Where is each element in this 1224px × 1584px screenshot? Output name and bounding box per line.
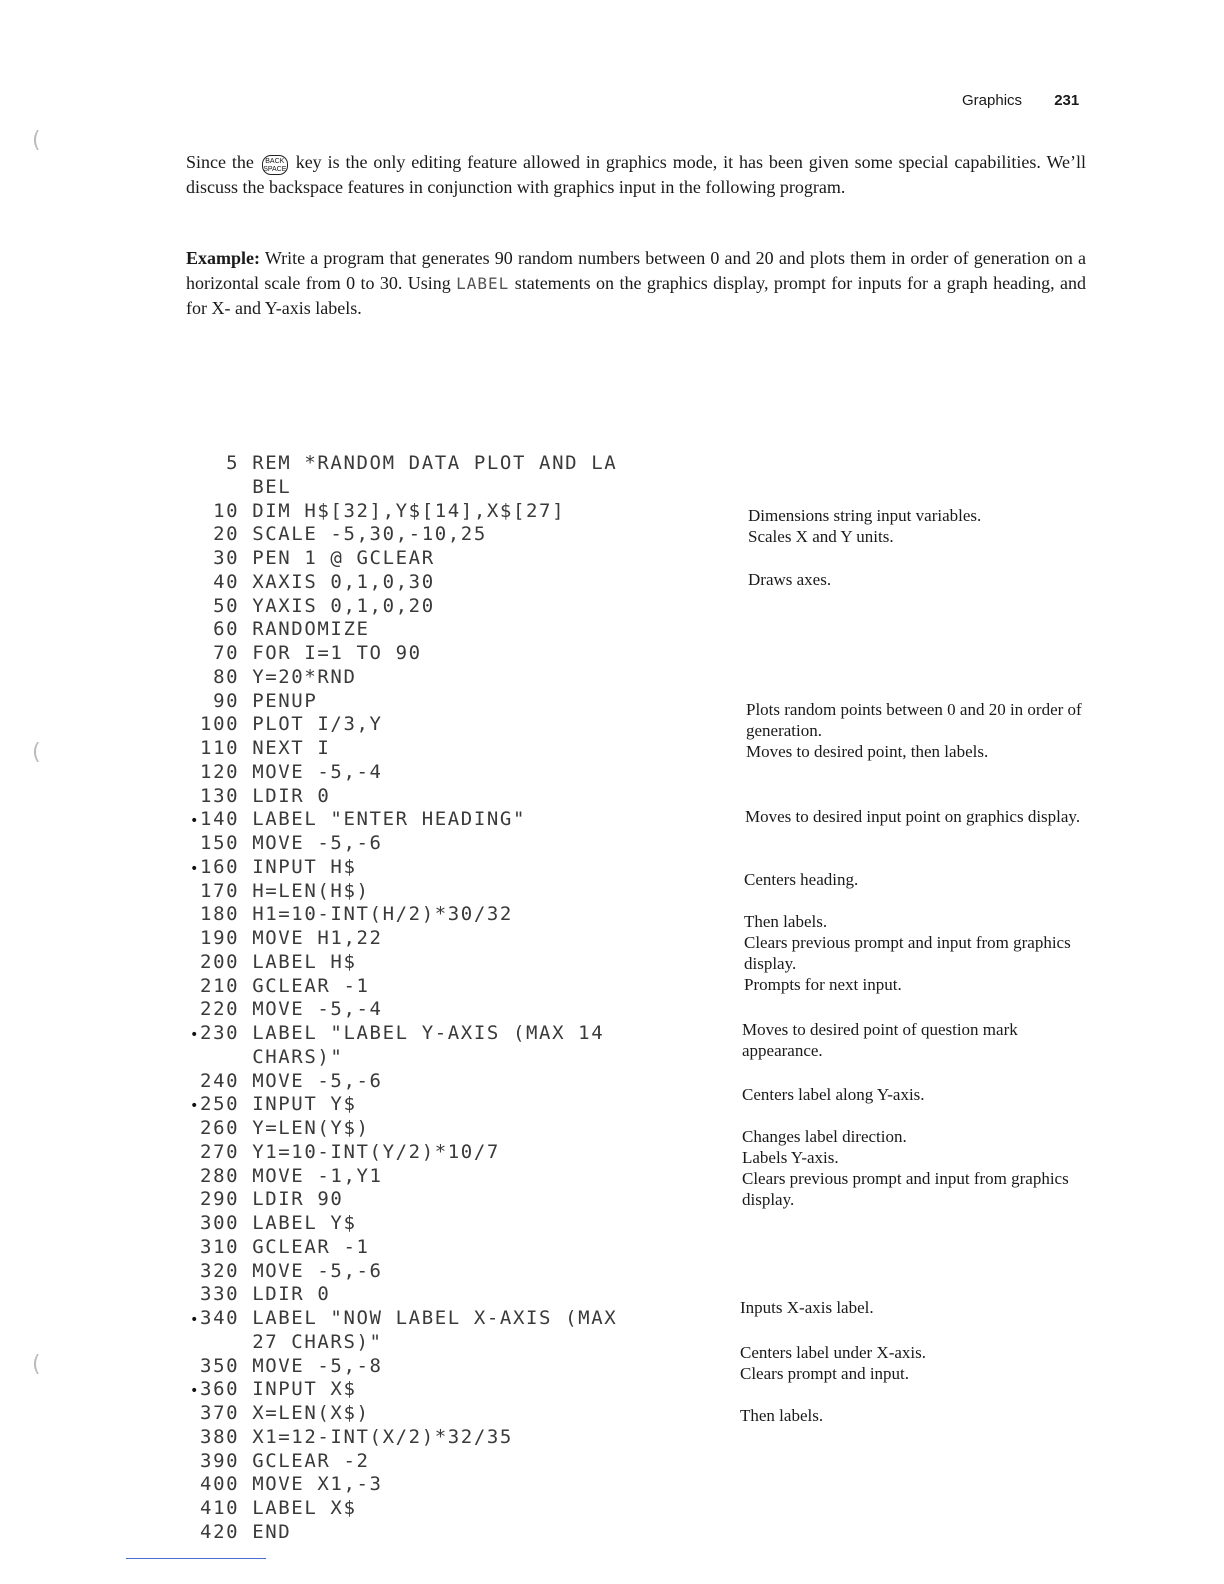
line-number: 50 [200, 594, 253, 617]
code-text: MOVE -5,-8 [252, 1354, 383, 1377]
line-number: 130 [200, 784, 253, 807]
line-number: 410 [200, 1497, 253, 1519]
line-number: 210 [200, 974, 253, 997]
line-number: 230 [200, 1022, 253, 1044]
code-line [190, 1213, 617, 1237]
margin-mark: ( [32, 1352, 41, 1377]
bullet-marker [190, 742, 200, 758]
code-line [190, 691, 617, 715]
bullet-marker [190, 647, 200, 663]
bullet-marker [190, 885, 200, 901]
code-line [190, 572, 617, 596]
code-text: LABEL "NOW LABEL X-AXIS (MAX [252, 1307, 618, 1329]
code-line [190, 1332, 617, 1356]
margin-mark: ( [32, 740, 41, 765]
bullet-marker [190, 766, 200, 782]
line-number: 370 [200, 1402, 253, 1424]
code-text: 27 CHARS)" [252, 1330, 383, 1353]
code-text: CHARS)" [252, 1045, 344, 1068]
bullet-marker [190, 1360, 200, 1376]
code-line [190, 1023, 617, 1047]
code-line [190, 952, 617, 976]
line-number [200, 1331, 252, 1353]
code-line [190, 857, 617, 881]
line-number: 310 [200, 1235, 253, 1258]
margin-mark: ( [32, 128, 41, 153]
code-line [190, 1166, 617, 1190]
line-number [200, 1046, 252, 1068]
code-line [190, 1427, 617, 1451]
code-text: GCLEAR -2 [252, 1449, 370, 1472]
code-text: MOVE -5,-4 [252, 998, 383, 1021]
section-title: Graphics [962, 92, 1023, 109]
code-line [190, 976, 617, 1000]
code-line [190, 999, 617, 1023]
line-number: 220 [200, 998, 253, 1021]
code-text: MOVE -5,-6 [252, 1069, 383, 1092]
code-text: YAXIS 0,1,0,20 [252, 594, 435, 617]
code-line [190, 833, 617, 857]
code-text: FOR I=1 TO 90 [252, 642, 422, 664]
code-text: DIM H$[32],Y$[14],X$[27] [252, 499, 566, 522]
bullet-marker [190, 1478, 200, 1494]
code-line [190, 453, 617, 477]
code-text: RANDOMIZE [252, 618, 370, 641]
line-number: 280 [200, 1164, 253, 1187]
bullet-marker [190, 1288, 200, 1304]
code-text: PENUP [252, 689, 318, 712]
note: Then labels. Clears previous prompt and input from graphics display. Prompts for next input. [744, 912, 1071, 994]
line-number: 40 [200, 570, 253, 593]
bullet-marker [190, 1265, 200, 1281]
code-line [190, 477, 617, 501]
code-line [190, 1379, 617, 1403]
note: Moves to desired input point on graphics display. [745, 807, 1081, 826]
code-text: MOVE -1,Y1 [252, 1164, 383, 1187]
code-text: INPUT H$ [252, 855, 357, 878]
line-number: 170 [200, 879, 253, 902]
line-number: 290 [200, 1188, 253, 1211]
page-header [962, 92, 1079, 109]
code-text: LDIR 0 [252, 784, 331, 807]
code-line [190, 786, 617, 810]
bullet-marker [190, 1431, 200, 1447]
line-number: 180 [200, 903, 253, 926]
example-label: Example: [186, 248, 260, 268]
line-number: 5 [200, 452, 253, 474]
code-text: PEN 1 @ GCLEAR [252, 547, 435, 569]
line-number: 110 [200, 737, 253, 759]
code-text: PLOT I/3,Y [252, 713, 383, 736]
bullet-marker [190, 1502, 200, 1518]
code-text: LABEL "ENTER HEADING" [252, 808, 527, 831]
note: Centers heading. [744, 870, 859, 889]
bullet-marker: • [190, 813, 201, 830]
bullet-marker [190, 481, 200, 497]
bullet-marker [190, 837, 200, 853]
line-number: 190 [200, 927, 253, 949]
line-number: 350 [200, 1354, 253, 1377]
line-number: 270 [200, 1140, 253, 1163]
code-text: END [252, 1520, 292, 1543]
code-text: MOVE -5,-4 [252, 760, 383, 783]
bullet-marker [190, 1193, 200, 1209]
bullet-marker [190, 1003, 200, 1019]
code-text: LABEL Y$ [252, 1212, 357, 1234]
bullet-marker [190, 1526, 200, 1542]
code-line [190, 1308, 617, 1332]
code-text: NEXT I [252, 737, 331, 759]
bullet-marker [190, 1407, 200, 1423]
code-text: X=LEN(X$) [252, 1402, 370, 1424]
bullet-marker: • [190, 1312, 201, 1328]
line-number: 380 [200, 1425, 253, 1448]
bullet-marker [190, 671, 200, 687]
bullet-marker [190, 552, 200, 568]
code-line [190, 1094, 617, 1118]
bullet-marker [190, 528, 200, 544]
bullet-marker [190, 908, 200, 924]
intro-paragraph: Since the BACK SPACE key is the only editing feature allowed in graphics mode, it has been given some special capabilities. We’ll discuss the backspace features in conjunction with graphics input in the following program. [186, 152, 1087, 197]
note: Dimensions string input variables. Scales X and Y units. [748, 506, 982, 546]
code-line [190, 1189, 617, 1213]
bullet-marker [190, 1051, 200, 1067]
bullet-marker [190, 1241, 200, 1257]
line-number: 20 [200, 523, 253, 546]
bullet-marker [190, 1170, 200, 1186]
backspace-key-icon: BACK SPACE [262, 155, 288, 175]
code-line [190, 1451, 617, 1475]
line-number: 390 [200, 1449, 253, 1472]
bullet-marker [190, 980, 200, 996]
bullet-marker [190, 1122, 200, 1138]
code-line [190, 714, 617, 738]
note: Then labels. [740, 1406, 824, 1425]
code-text: LDIR 0 [252, 1283, 331, 1306]
line-number [200, 476, 252, 498]
note: Inputs X-axis label. [740, 1298, 874, 1317]
line-number: 80 [200, 665, 253, 688]
bullet-marker [190, 576, 200, 592]
note: Changes label direction. Labels Y-axis. Clears previous prompt and input from graphics display. [742, 1127, 1069, 1209]
footer-rule [126, 1558, 266, 1559]
code-line [190, 1237, 617, 1261]
bullet-marker [190, 1075, 200, 1091]
code-text: Y=20*RND [252, 665, 357, 688]
code-line [190, 1047, 617, 1071]
note: Draws axes. [748, 570, 832, 589]
line-number: 330 [200, 1283, 253, 1306]
code-line [190, 501, 617, 525]
bullet-marker [190, 956, 200, 972]
example-paragraph: Example: Write a program that generates 90 random numbers between 0 and 20 and plots them in order of generation on a horizontal scale from 0 to 30. Using LABEL statements on the graphics display, prompt for inputs for a graph heading, and for X- and Y-axis labels. [186, 248, 1086, 318]
line-number: 140 [200, 808, 253, 831]
page-number: 231 [1054, 92, 1080, 109]
line-number: 90 [200, 689, 253, 712]
code-line [190, 1522, 617, 1546]
code-text: LDIR 90 [252, 1188, 344, 1211]
code-line [190, 1356, 617, 1380]
code-line [190, 548, 617, 572]
code-text: H=LEN(H$) [252, 879, 370, 902]
bullet-marker: • [190, 1098, 201, 1115]
line-number: 320 [200, 1259, 253, 1282]
bullet-marker [190, 718, 200, 734]
program-listing [190, 453, 617, 1546]
code-text: X1=12-INT(X/2)*32/35 [252, 1425, 513, 1448]
line-number: 100 [200, 713, 253, 736]
code-line [190, 1284, 617, 1308]
code-text: MOVE -5,-6 [252, 832, 383, 854]
code-line [190, 809, 617, 833]
code-line [190, 881, 617, 905]
code-line [190, 619, 617, 643]
line-number: 60 [200, 618, 253, 641]
note: Centers label along Y-axis. [742, 1085, 925, 1104]
bullet-marker [190, 457, 200, 473]
line-number: 340 [200, 1307, 253, 1329]
code-line [190, 596, 617, 620]
code-line [190, 1142, 617, 1166]
code-line [190, 738, 617, 762]
note: Moves to desired point of question mark appearance. [742, 1020, 1018, 1060]
line-number: 240 [200, 1069, 253, 1092]
code-text: INPUT Y$ [252, 1093, 357, 1116]
code-text: INPUT X$ [252, 1378, 357, 1401]
line-number: 70 [200, 642, 253, 664]
code-text: MOVE -5,-6 [252, 1259, 383, 1282]
line-number: 200 [200, 950, 253, 973]
bullet-marker [190, 695, 200, 711]
code-text: GCLEAR -1 [252, 1235, 370, 1258]
code-text: LABEL X$ [252, 1497, 357, 1519]
label-keyword: LABEL [456, 274, 510, 293]
bullet-marker [190, 600, 200, 616]
line-number: 10 [200, 499, 253, 522]
line-number: 150 [200, 832, 253, 854]
line-number: 260 [200, 1117, 253, 1139]
bullet-marker [190, 1336, 200, 1352]
code-line [190, 1474, 617, 1498]
line-number: 360 [200, 1378, 253, 1401]
bullet-marker: • [190, 1383, 201, 1400]
code-text: BEL [252, 475, 292, 498]
code-line [190, 1498, 617, 1522]
code-line [190, 904, 617, 928]
note: Centers label under X-axis. Clears prompt and input. [740, 1343, 926, 1383]
bullet-marker [190, 505, 200, 521]
line-number: 30 [200, 547, 253, 569]
line-number: 160 [200, 855, 253, 878]
code-line [190, 524, 617, 548]
code-text: MOVE H1,22 [252, 927, 383, 949]
code-line [190, 1403, 617, 1427]
code-text: LABEL "LABEL Y-AXIS (MAX 14 [252, 1022, 605, 1044]
line-number: 420 [200, 1520, 253, 1543]
code-text: GCLEAR -1 [252, 974, 370, 997]
code-line [190, 928, 617, 952]
code-text: REM *RANDOM DATA PLOT AND LA [252, 452, 618, 474]
bullet-marker [190, 932, 200, 948]
code-line [190, 1118, 617, 1142]
code-line [190, 1261, 617, 1285]
bullet-marker [190, 1217, 200, 1233]
code-text: XAXIS 0,1,0,30 [252, 570, 435, 593]
code-line [190, 667, 617, 691]
line-number: 120 [200, 760, 253, 783]
bullet-marker [190, 623, 200, 639]
bullet-marker [190, 1455, 200, 1471]
code-line [190, 1071, 617, 1095]
code-text: Y1=10-INT(Y/2)*10/7 [252, 1140, 500, 1163]
line-number: 400 [200, 1473, 253, 1496]
line-number: 300 [200, 1212, 253, 1234]
code-text: LABEL H$ [252, 950, 357, 973]
code-text: MOVE X1,-3 [252, 1473, 383, 1496]
note: Plots random points between 0 and 20 in order of generation. Moves to desired point, then labels. [746, 700, 1082, 761]
bullet-marker: • [190, 860, 201, 877]
code-text: Y=LEN(Y$) [252, 1117, 370, 1139]
bullet-marker [190, 1146, 200, 1162]
code-line [190, 762, 617, 786]
code-text: SCALE -5,30,-10,25 [252, 523, 487, 546]
code-text: H1=10-INT(H/2)*30/32 [252, 903, 513, 926]
code-line [190, 643, 617, 667]
line-number: 250 [200, 1093, 253, 1116]
bullet-marker [190, 790, 200, 806]
bullet-marker: • [190, 1027, 201, 1043]
